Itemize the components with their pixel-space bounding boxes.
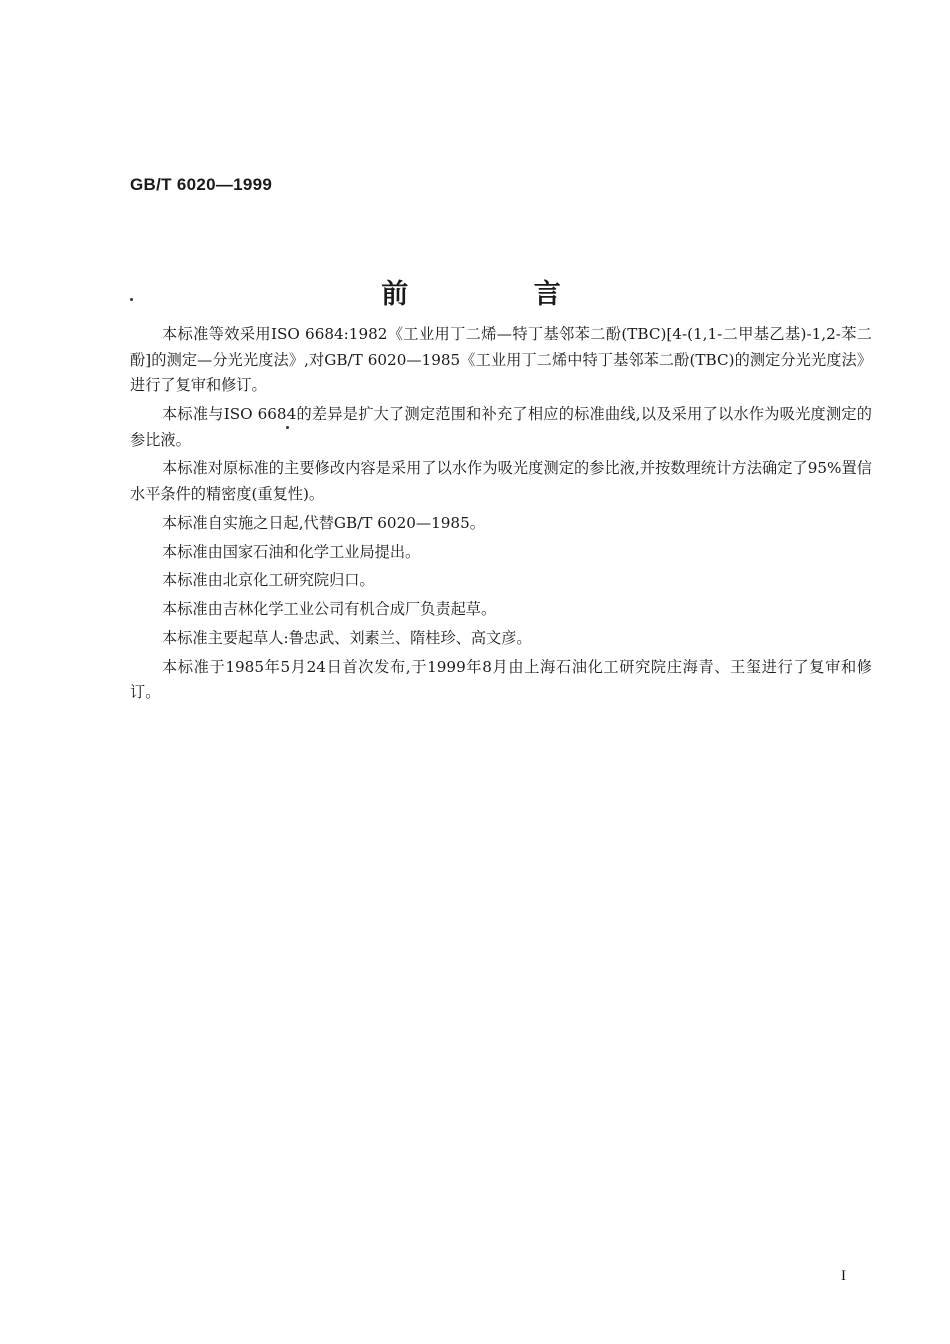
- paragraph-7: 本标准由吉林化学工业公司有机合成厂负责起草。: [162, 600, 497, 619]
- paragraph-5: 本标准由国家石油和化学工业局提出。: [162, 542, 421, 561]
- page-number: I: [841, 1268, 846, 1284]
- standard-code: GB/T 6020—1999: [130, 175, 273, 194]
- scan-speck: [130, 298, 133, 301]
- page-title: 前 言: [381, 279, 619, 310]
- paragraph-6: 本标准由北京化工研究院归口。: [162, 571, 375, 590]
- paragraph-4: 本标准自实施之日起,代替GB/T 6020—1985。: [162, 513, 485, 532]
- paragraph-9: 本标准于1985年5月24日首次发布,于1999年8月由上海石油化工研究院庄海青、王玺进行了复审和修订。: [130, 657, 872, 702]
- scan-speck: [286, 426, 289, 429]
- foreword-body: [130, 322, 872, 709]
- paragraph-8: 本标准主要起草人:鲁忠武、刘素兰、隋桂珍、高文彦。: [162, 628, 532, 647]
- paragraph-1: 本标准等效采用ISO 6684:1982《工业用丁二烯—特丁基邻苯二酚(TBC)[4-(1,1-二甲基乙基)-1,2-苯二酚]的测定—分光光度法》,对GB/T 6020—1985《工业用丁二烯中特丁基邻苯二酚(TBC)的测定分光光度法》进行了复审和修订。: [130, 325, 872, 395]
- paragraph-3: 本标准对原标准的主要修改内容是采用了以水作为吸光度测定的参比液,并按数理统计方法确定了95%置信水平条件的精密度(重复性)。: [130, 459, 872, 503]
- paragraph-2: 本标准与ISO 6684的差异是扩大了测定范围和补充了相应的标准曲线,以及采用了以水作为吸光度测定的参比液。: [130, 404, 872, 449]
